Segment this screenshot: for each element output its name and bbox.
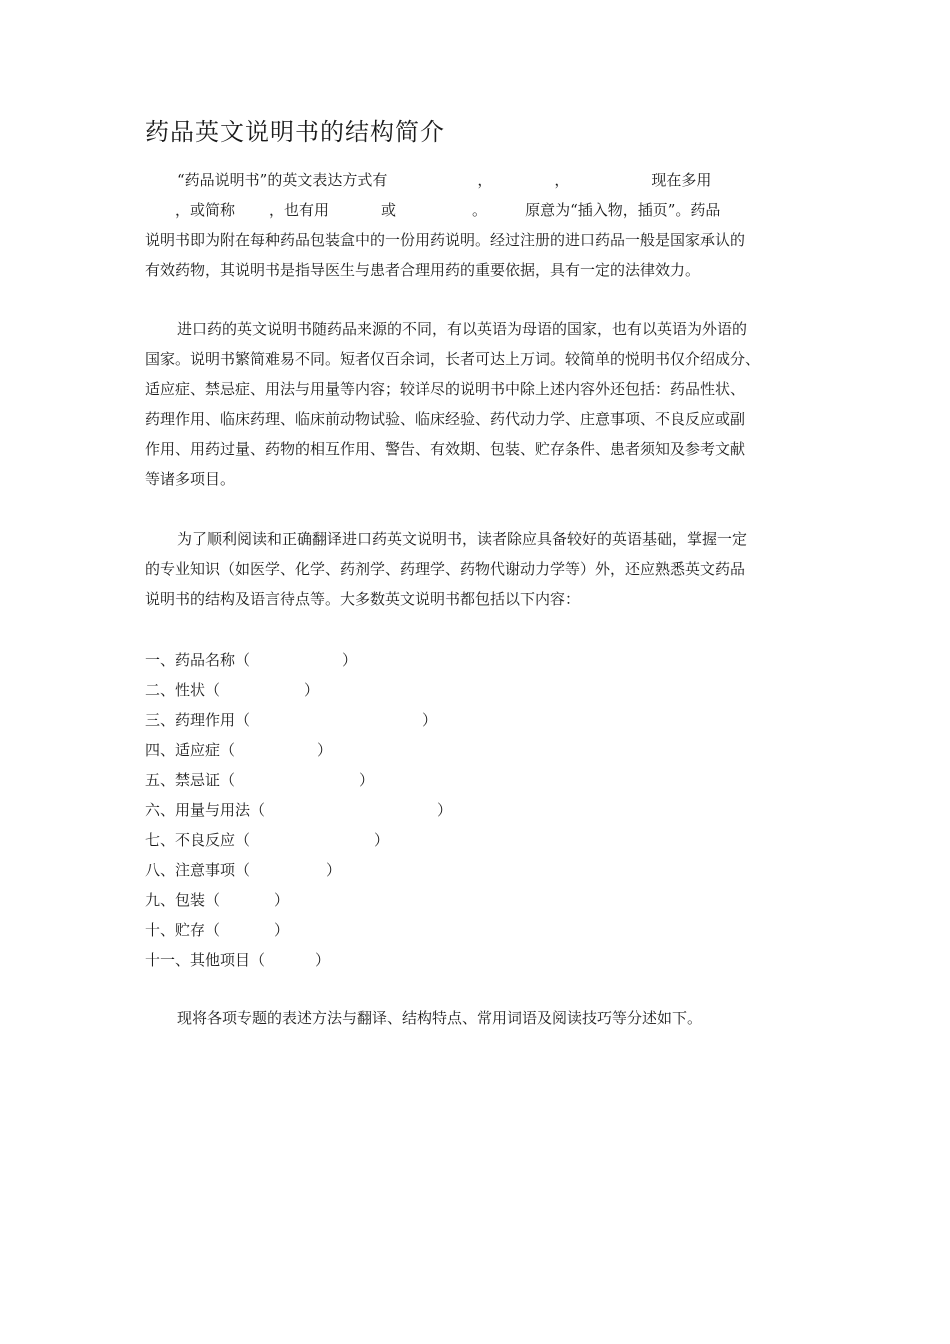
para2-line-4: 药理作用、临床药理、临床前动物试验、临床经验、药代动力学、庄意事项、不良反应或副	[145, 410, 746, 428]
intro-text-1d: 现在多用	[651, 171, 712, 189]
para2-line-3: 适应症、禁忌症、用法与用量等内容；较详尽的说明书中除上述内容外还包括：药品性状、	[145, 380, 746, 398]
intro-line-3: 说明书即为附在每种药品包装盒中的一份用药说明。经过注册的进口药品一般是国家承认的	[145, 231, 746, 249]
list-item: 八、注意事项（ ）	[145, 861, 342, 879]
list-item: 十、贮存（ ）	[145, 921, 290, 939]
intro-line-1	[145, 165, 809, 195]
list-item: 五、禁忌证（ ）	[145, 771, 375, 789]
list-item: 三、药理作用（ ）	[145, 711, 438, 729]
para3-line-2: 的专业知识（如医学、化学、药剂学、药理学、药物代谢动力学等）外，还应熟悉英文药品	[145, 560, 746, 578]
para2-line-2: 国家。说明书繁简难易不同。短者仅百余词，长者可达上万词。较简单的悦明书仅介绍成分、	[145, 350, 761, 368]
intro-text-2d: 。	[472, 201, 488, 219]
intro-text-1a: “药品说明书”的英文表达方式有	[177, 171, 388, 189]
paragraph-source-structure	[145, 314, 809, 494]
intro-text-1b: ，	[477, 171, 493, 189]
list-item: 六、用量与用法（ ）	[145, 801, 453, 819]
intro-text-1c: ，	[554, 171, 570, 189]
para2-line-1: 进口药的英文说明书随药品来源的不同，有以英语为母语的国家，也有以英语为外语的	[177, 320, 748, 338]
intro-paragraph	[145, 165, 809, 285]
list-item: 二、性状（ ）	[145, 681, 320, 699]
para3-line-3: 说明书的结构及语言待点等。大多数英文说明书都包括以下内容：	[145, 590, 581, 608]
intro-line-4: 有效药物，其说明书是指导医生与患者合理用药的重要依据，具有一定的法律效力。	[145, 261, 701, 279]
intro-text-2b: ，也有用	[269, 201, 330, 219]
para3-line-1: 为了顺利阅读和正确翻译进口药英文说明书，读者除应具备较好的英语基础，掌握一定	[177, 530, 748, 548]
intro-text-2a: ，或简称	[175, 201, 236, 219]
list-item: 九、包装（ ）	[145, 891, 290, 909]
intro-line-2	[145, 195, 809, 225]
paragraph-reading-guidance	[145, 524, 809, 614]
contents-list	[145, 645, 452, 975]
closing-sentence: 现将各项专题的表述方法与翻译、结构特点、常用词语及阅读技巧等分述如下。	[177, 1009, 703, 1027]
list-item: 七、不良反应（ ）	[145, 831, 390, 849]
list-item: 四、适应症（ ）	[145, 741, 333, 759]
para2-line-6: 等诸多项目。	[145, 470, 236, 488]
intro-text-2c: 或	[381, 201, 397, 219]
para2-line-5: 作用、用药过量、药物的相互作用、警告、有效期、包装、贮存条件、患者须知及参考文献	[145, 440, 746, 458]
list-item: 一、药品名称（ ）	[145, 651, 358, 669]
list-item: 十一、其他项目（ ）	[145, 951, 331, 969]
intro-text-2e: 原意为“插入物，插页”。药品	[525, 201, 721, 219]
page-title: 药品英文说明书的结构简介	[145, 118, 445, 146]
